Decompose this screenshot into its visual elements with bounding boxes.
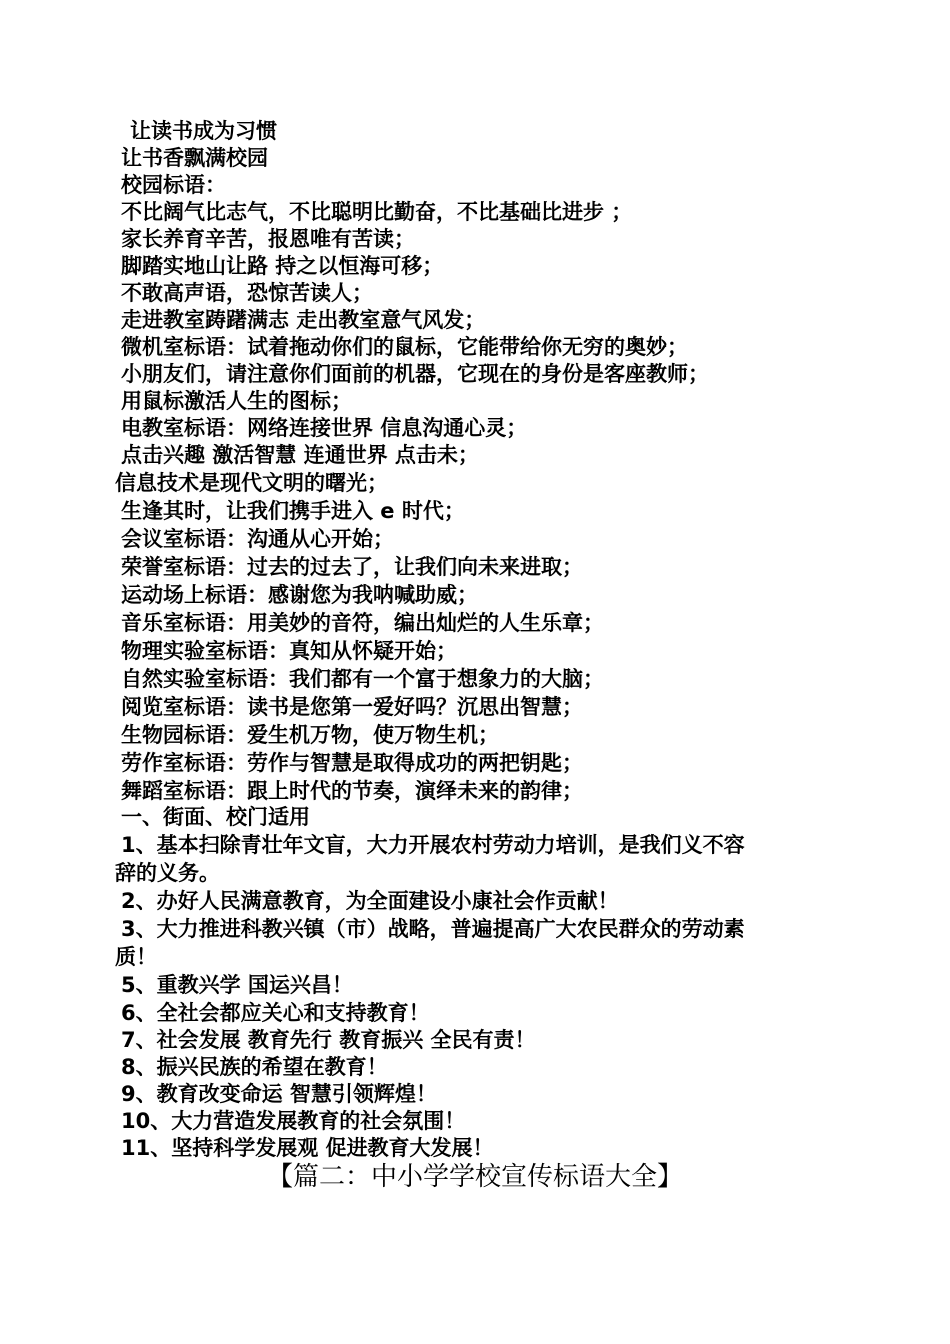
text-line: 不敢高声语，恐惊苦读人； <box>121 281 373 305</box>
text-line: 小朋友们，请注意你们面前的机器，它现在的身份是客座教师； <box>121 362 709 386</box>
list-item-continuation: 辞的义务。 <box>115 861 220 885</box>
text-line: 荣誉室标语：过去的过去了，让我们向未来进取； <box>121 555 583 579</box>
text-line: 自然实验室标语：我们都有一个富于想象力的大脑； <box>121 667 604 691</box>
text-line: 舞蹈室标语：跟上时代的节奏，演绎未来的韵律； <box>121 779 583 803</box>
section-heading: 一、街面、校门适用 <box>121 805 310 829</box>
text-line: 劳作室标语：劳作与智慧是取得成功的两把钥匙； <box>121 751 583 775</box>
list-item: 7、社会发展 教育先行 教育振兴 全民有责！ <box>121 1028 536 1052</box>
list-item: 6、全社会都应关心和支持教育！ <box>121 1001 430 1025</box>
text-line: 会议室标语：沟通从心开始； <box>121 527 394 551</box>
section-title: 【篇二：中小学学校宣传标语大全】 <box>266 1162 683 1192</box>
list-item: 9、教育改变命运 智慧引领辉煌！ <box>121 1082 437 1106</box>
list-item: 8、振兴民族的希望在教育！ <box>121 1055 388 1079</box>
list-item: 10、大力营造发展教育的社会氛围！ <box>121 1109 466 1133</box>
list-item: 2、办好人民满意教育，为全面建设小康社会作贡献！ <box>121 889 619 913</box>
text-line: 用鼠标激活人生的图标； <box>121 389 352 413</box>
text-line: 音乐室标语：用美妙的音符，编出灿烂的人生乐章； <box>121 611 604 635</box>
list-item: 1、基本扫除青壮年文盲，大力开展农村劳动力培训，是我们义不容 <box>121 833 745 857</box>
text-line: 不比阔气比志气，不比聪明比勤奋，不比基础比进步 ； <box>121 200 633 224</box>
list-item: 11、坚持科学发展观 促进教育大发展！ <box>121 1136 494 1160</box>
list-item-continuation: 质！ <box>115 945 157 969</box>
list-item: 3、大力推进科教兴镇（市）战略，普遍提高广大农民群众的劳动素 <box>121 917 745 941</box>
text-line: 阅览室标语：读书是您第一爱好吗？沉思出智慧； <box>121 695 583 719</box>
text-line: 信息技术是现代文明的曙光； <box>115 471 388 495</box>
text-line: 生逢其时，让我们携手进入 e 时代； <box>121 499 465 523</box>
text-line: 点击兴趣 激活智慧 连通世界 点击未； <box>121 443 479 467</box>
list-item: 5、重教兴学 国运兴昌！ <box>121 973 353 997</box>
text-line: 让读书成为习惯 <box>130 119 277 143</box>
text-line: 物理实验室标语：真知从怀疑开始； <box>121 639 457 663</box>
text-line: 生物园标语：爱生机万物，使万物生机； <box>121 723 499 747</box>
text-line: 校园标语： <box>121 173 226 197</box>
text-line: 脚踏实地山让路 持之以恒海可移； <box>121 254 444 278</box>
text-line: 走进教室踌躇满志 走出教室意气风发； <box>121 308 486 332</box>
text-line: 家长养育辛苦，报恩唯有苦读； <box>121 227 415 251</box>
text-line: 运动场上标语：感谢您为我呐喊助威； <box>121 583 478 607</box>
text-line: 让书香飘满校园 <box>121 146 268 170</box>
text-line: 微机室标语：试着拖动你们的鼠标，它能带给你无穷的奥妙； <box>121 335 688 359</box>
text-line: 电教室标语：网络连接世界 信息沟通心灵； <box>121 416 528 440</box>
